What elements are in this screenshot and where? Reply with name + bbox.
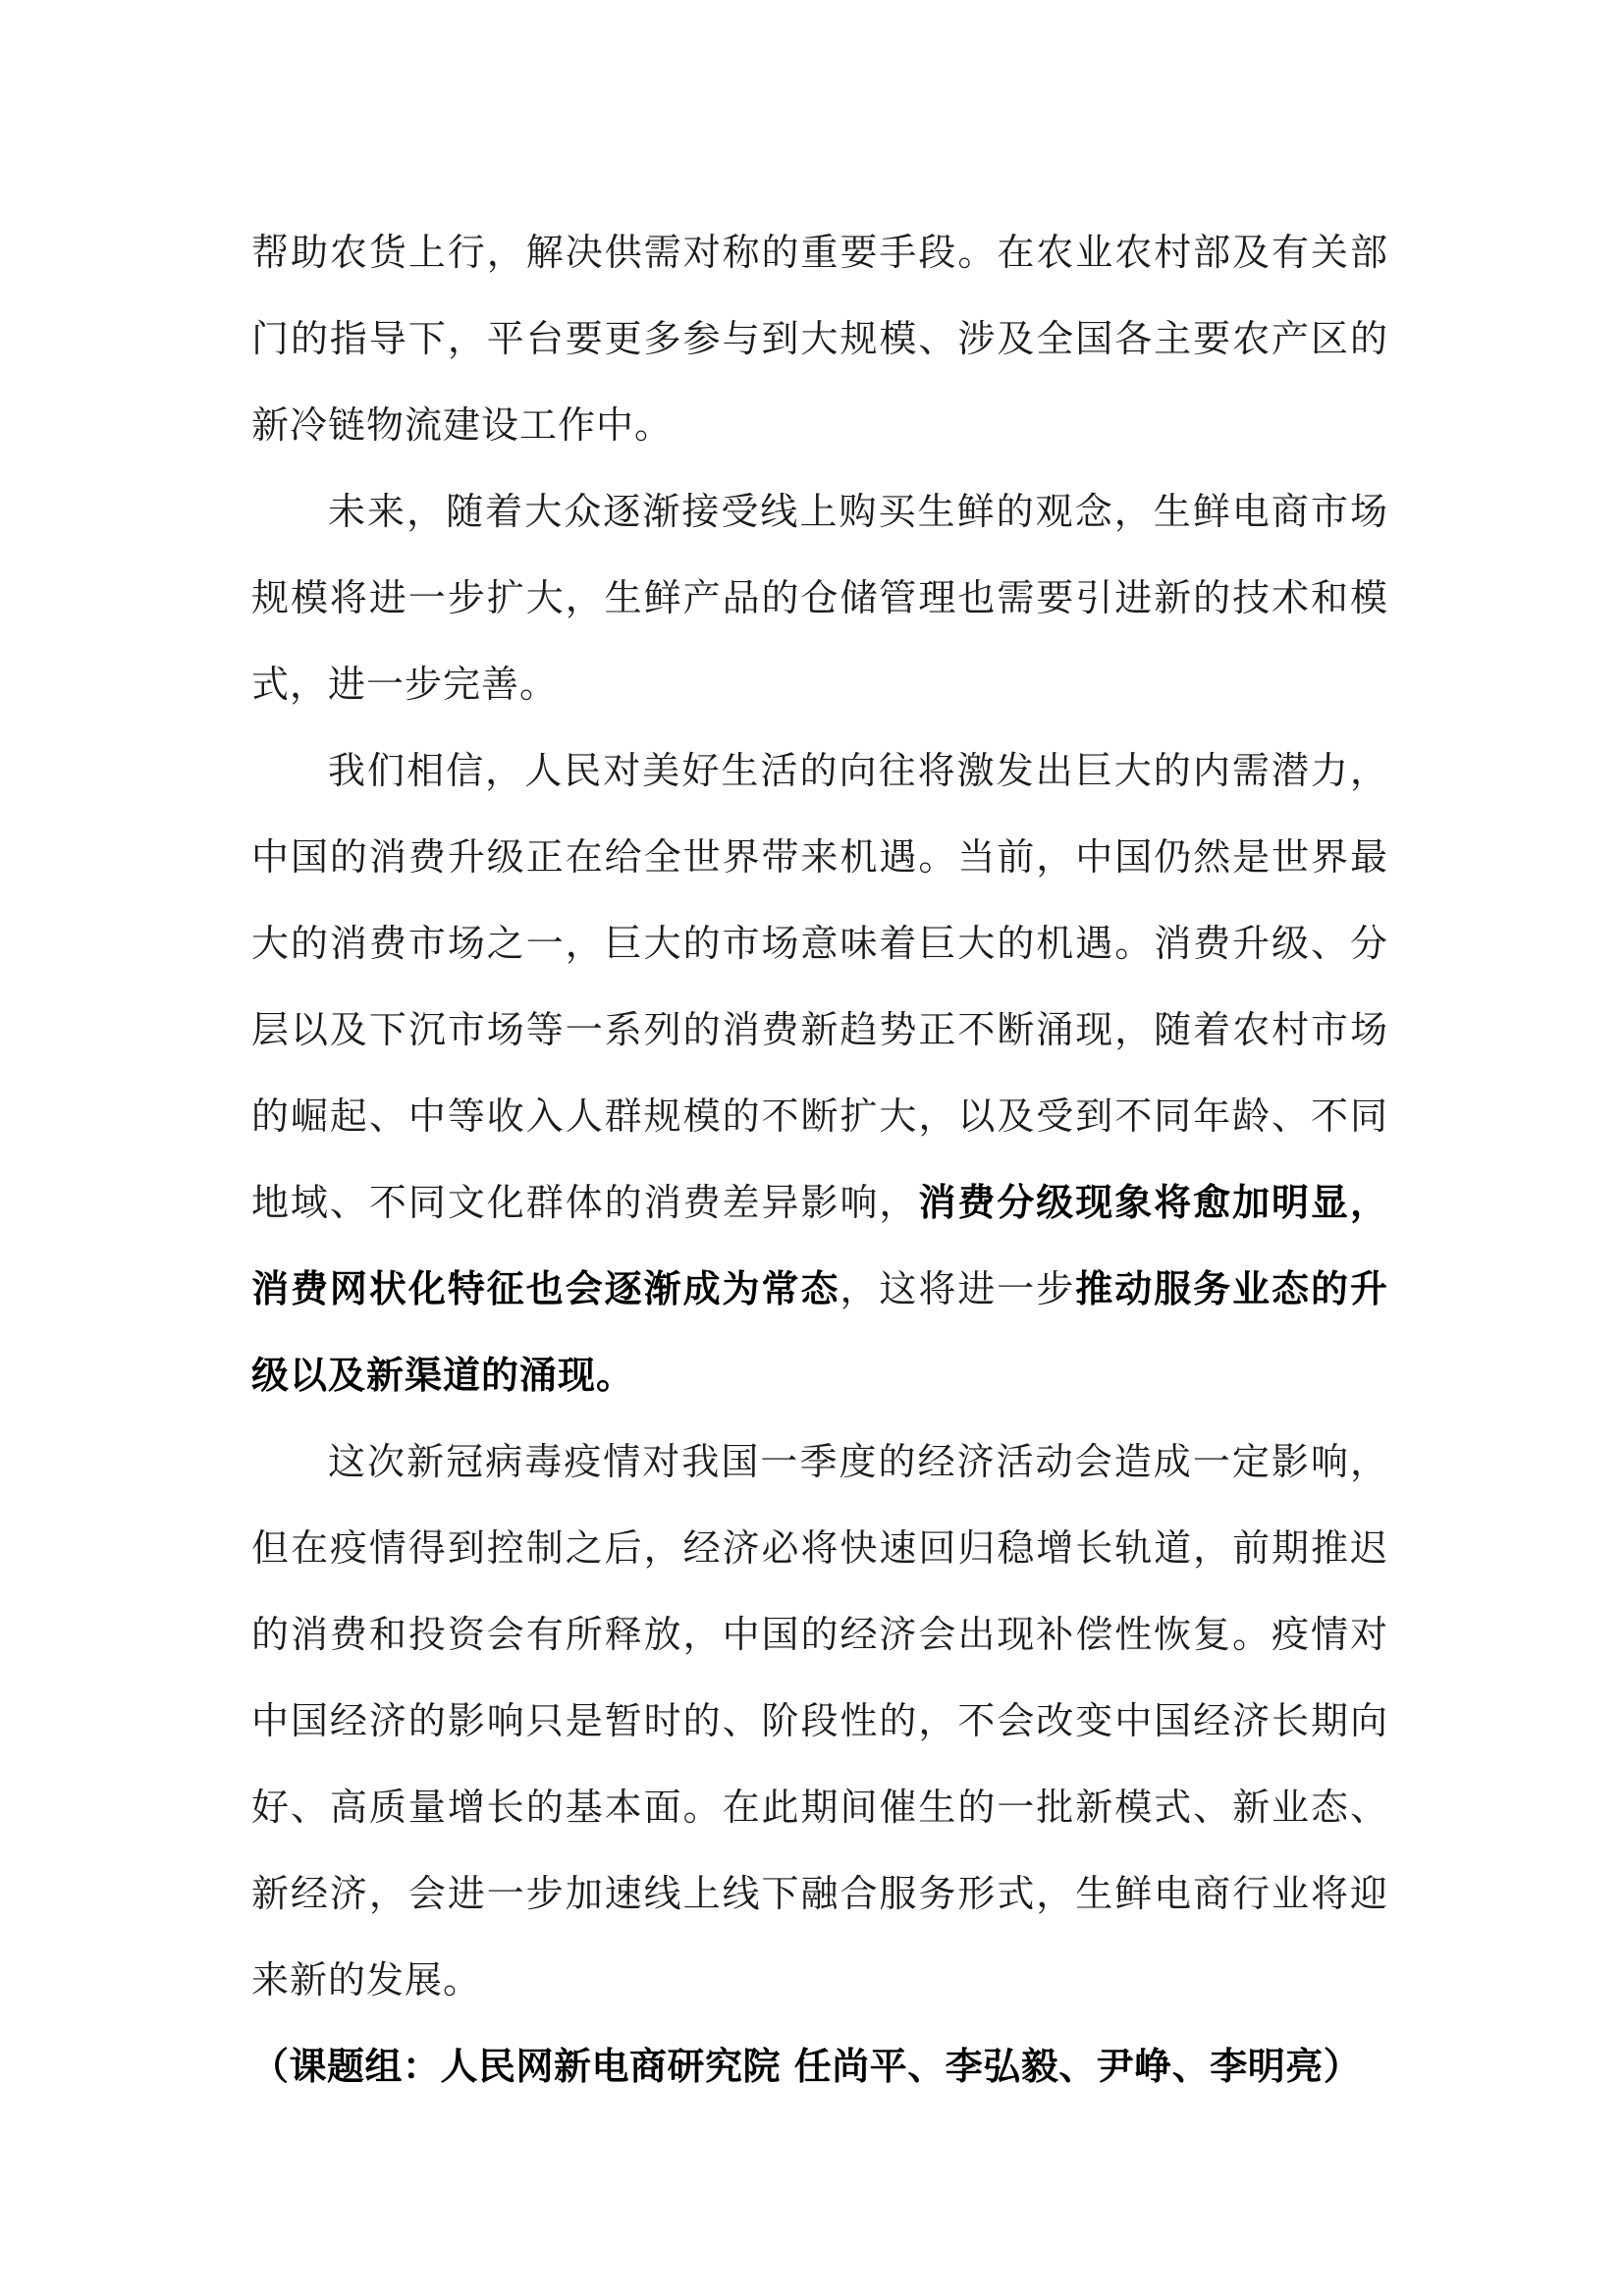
research-group-credit: （课题组：人民网新电商研究院 任尚平、李弘毅、尹峥、李明亮） xyxy=(251,2045,1362,2088)
paragraph-text: ，这将进一步 xyxy=(839,1267,1076,1310)
bold-emphasis: 消费分级现象将愈加明显，消费网状化特征也会逐渐成为常态 xyxy=(251,1181,1388,1310)
bold-emphasis: 推动服务业态的升级以及新渠道的涌现。 xyxy=(251,1267,1388,1397)
paragraph-epidemic-impact: 这次新冠病毒疫情对我国一季度的经济活动会造成一定影响，但在疫情得到控制之后，经济必将快速回归稳增长轨道，前期推迟的消费和投资会有所释放，中国的经济会出现补偿性恢复。疫情对中国经济的影响只是暂时的、阶段性的，不会改变中国经济长期向好、高质量增长的基本面。在此期间催生的一批新模式、新业态、新经济，会进一步加速线上线下融合服务形式，生鲜电商行业将迎来新的发展。 xyxy=(251,1440,1388,2002)
paragraph-consumption-upgrade xyxy=(251,727,1388,1418)
paragraph-text: 我们相信，人民对美好生活的向往将激发出巨大的内需潜力，中国的消费升级正在给全世界带来机遇。当前，中国仍然是世界最大的消费市场之一，巨大的市场意味着巨大的机遇。消费升级、分层以及下沉市场等一系列的消费新趋势正不断涌现，随着农村市场的崛起、中等收入人群规模的不断扩大，以及受到不同年龄、不同地域、不同文化群体的消费差异影响， xyxy=(251,749,1388,1224)
paragraph-continuation: 帮助农货上行，解决供需对称的重要手段。在农业农村部及有关部门的指导下，平台要更多参与到大规模、涉及全国各主要农产区的新冷链物流建设工作中。 xyxy=(251,231,1388,447)
paragraph-future-outlook: 未来，随着大众逐渐接受线上购买生鲜的观念，生鲜电商市场规模将进一步扩大，生鲜产品的仓储管理也需要引进新的技术和模式，进一步完善。 xyxy=(251,490,1388,706)
document-body xyxy=(251,209,1388,2109)
